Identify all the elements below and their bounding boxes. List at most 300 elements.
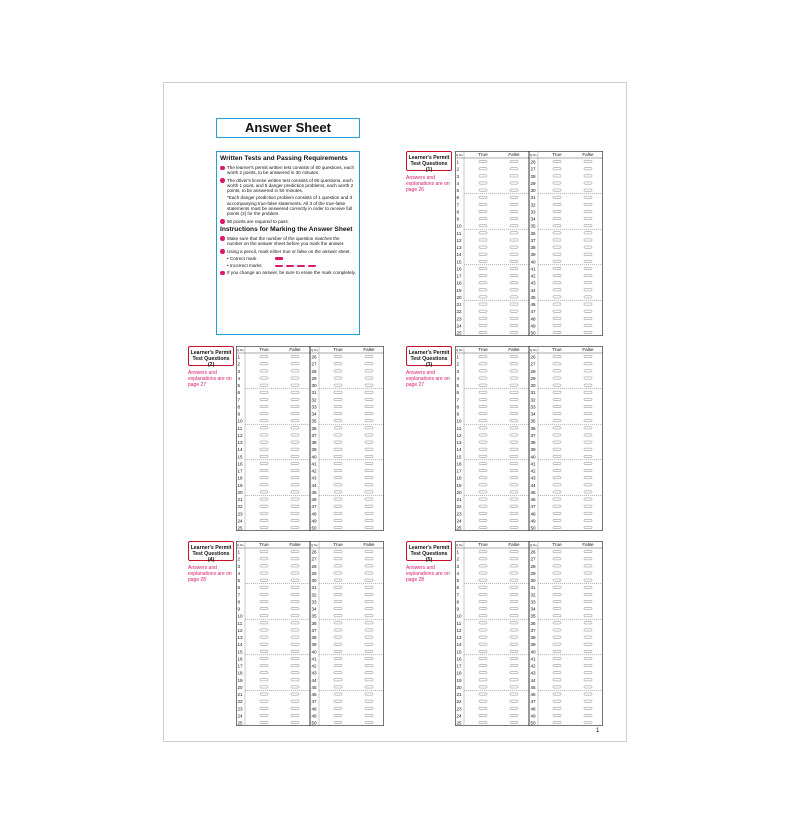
- true-bubble[interactable]: [260, 693, 268, 695]
- true-bubble[interactable]: [553, 643, 561, 645]
- true-bubble[interactable]: [479, 434, 487, 436]
- false-bubble[interactable]: [365, 664, 373, 666]
- false-bubble[interactable]: [291, 664, 299, 666]
- true-bubble[interactable]: [553, 225, 561, 227]
- true-bubble[interactable]: [334, 615, 342, 617]
- false-bubble[interactable]: [291, 721, 299, 723]
- true-bubble[interactable]: [260, 650, 268, 652]
- false-bubble[interactable]: [291, 413, 299, 415]
- false-bubble[interactable]: [365, 657, 373, 659]
- true-bubble[interactable]: [479, 455, 487, 457]
- false-bubble[interactable]: [510, 498, 518, 500]
- false-bubble[interactable]: [291, 441, 299, 443]
- true-bubble[interactable]: [553, 189, 561, 191]
- false-bubble[interactable]: [584, 239, 592, 241]
- false-bubble[interactable]: [291, 600, 299, 602]
- true-bubble[interactable]: [553, 572, 561, 574]
- true-bubble[interactable]: [479, 289, 487, 291]
- true-bubble[interactable]: [553, 600, 561, 602]
- true-bubble[interactable]: [260, 384, 268, 386]
- false-bubble[interactable]: [365, 505, 373, 507]
- true-bubble[interactable]: [334, 714, 342, 716]
- false-bubble[interactable]: [510, 657, 518, 659]
- false-bubble[interactable]: [510, 391, 518, 393]
- true-bubble[interactable]: [553, 565, 561, 567]
- true-bubble[interactable]: [479, 672, 487, 674]
- false-bubble[interactable]: [510, 615, 518, 617]
- true-bubble[interactable]: [260, 622, 268, 624]
- true-bubble[interactable]: [334, 700, 342, 702]
- false-bubble[interactable]: [291, 707, 299, 709]
- false-bubble[interactable]: [510, 505, 518, 507]
- false-bubble[interactable]: [510, 182, 518, 184]
- true-bubble[interactable]: [260, 629, 268, 631]
- false-bubble[interactable]: [510, 356, 518, 358]
- true-bubble[interactable]: [260, 664, 268, 666]
- false-bubble[interactable]: [365, 586, 373, 588]
- false-bubble[interactable]: [584, 679, 592, 681]
- true-bubble[interactable]: [260, 679, 268, 681]
- false-bubble[interactable]: [291, 586, 299, 588]
- false-bubble[interactable]: [365, 721, 373, 723]
- true-bubble[interactable]: [553, 672, 561, 674]
- true-bubble[interactable]: [479, 484, 487, 486]
- false-bubble[interactable]: [291, 693, 299, 695]
- true-bubble[interactable]: [334, 484, 342, 486]
- true-bubble[interactable]: [334, 455, 342, 457]
- false-bubble[interactable]: [510, 420, 518, 422]
- true-bubble[interactable]: [260, 526, 268, 528]
- true-bubble[interactable]: [479, 182, 487, 184]
- true-bubble[interactable]: [334, 427, 342, 429]
- false-bubble[interactable]: [584, 363, 592, 365]
- true-bubble[interactable]: [553, 260, 561, 262]
- false-bubble[interactable]: [584, 289, 592, 291]
- true-bubble[interactable]: [334, 636, 342, 638]
- false-bubble[interactable]: [510, 686, 518, 688]
- true-bubble[interactable]: [260, 636, 268, 638]
- true-bubble[interactable]: [479, 615, 487, 617]
- true-bubble[interactable]: [260, 420, 268, 422]
- true-bubble[interactable]: [260, 700, 268, 702]
- true-bubble[interactable]: [553, 469, 561, 471]
- false-bubble[interactable]: [291, 420, 299, 422]
- false-bubble[interactable]: [510, 274, 518, 276]
- false-bubble[interactable]: [584, 377, 592, 379]
- false-bubble[interactable]: [510, 664, 518, 666]
- false-bubble[interactable]: [510, 455, 518, 457]
- false-bubble[interactable]: [510, 289, 518, 291]
- true-bubble[interactable]: [479, 239, 487, 241]
- true-bubble[interactable]: [479, 225, 487, 227]
- false-bubble[interactable]: [510, 189, 518, 191]
- false-bubble[interactable]: [584, 413, 592, 415]
- true-bubble[interactable]: [553, 448, 561, 450]
- false-bubble[interactable]: [584, 608, 592, 610]
- false-bubble[interactable]: [510, 239, 518, 241]
- false-bubble[interactable]: [510, 565, 518, 567]
- false-bubble[interactable]: [584, 558, 592, 560]
- false-bubble[interactable]: [584, 579, 592, 581]
- true-bubble[interactable]: [553, 441, 561, 443]
- false-bubble[interactable]: [510, 714, 518, 716]
- true-bubble[interactable]: [553, 512, 561, 514]
- false-bubble[interactable]: [291, 519, 299, 521]
- true-bubble[interactable]: [479, 260, 487, 262]
- false-bubble[interactable]: [584, 491, 592, 493]
- false-bubble[interactable]: [510, 303, 518, 305]
- true-bubble[interactable]: [553, 377, 561, 379]
- false-bubble[interactable]: [510, 405, 518, 407]
- true-bubble[interactable]: [479, 462, 487, 464]
- false-bubble[interactable]: [510, 232, 518, 234]
- true-bubble[interactable]: [479, 707, 487, 709]
- false-bubble[interactable]: [365, 593, 373, 595]
- true-bubble[interactable]: [334, 405, 342, 407]
- false-bubble[interactable]: [365, 615, 373, 617]
- true-bubble[interactable]: [553, 413, 561, 415]
- false-bubble[interactable]: [584, 175, 592, 177]
- true-bubble[interactable]: [479, 189, 487, 191]
- false-bubble[interactable]: [510, 317, 518, 319]
- true-bubble[interactable]: [553, 593, 561, 595]
- false-bubble[interactable]: [291, 370, 299, 372]
- true-bubble[interactable]: [260, 600, 268, 602]
- true-bubble[interactable]: [334, 526, 342, 528]
- true-bubble[interactable]: [479, 491, 487, 493]
- false-bubble[interactable]: [584, 636, 592, 638]
- false-bubble[interactable]: [584, 448, 592, 450]
- true-bubble[interactable]: [334, 686, 342, 688]
- true-bubble[interactable]: [553, 650, 561, 652]
- true-bubble[interactable]: [553, 505, 561, 507]
- true-bubble[interactable]: [479, 686, 487, 688]
- false-bubble[interactable]: [584, 551, 592, 553]
- false-bubble[interactable]: [365, 636, 373, 638]
- false-bubble[interactable]: [291, 498, 299, 500]
- false-bubble[interactable]: [365, 420, 373, 422]
- true-bubble[interactable]: [334, 579, 342, 581]
- false-bubble[interactable]: [510, 282, 518, 284]
- false-bubble[interactable]: [510, 363, 518, 365]
- true-bubble[interactable]: [479, 498, 487, 500]
- false-bubble[interactable]: [584, 505, 592, 507]
- true-bubble[interactable]: [260, 505, 268, 507]
- true-bubble[interactable]: [260, 377, 268, 379]
- false-bubble[interactable]: [584, 693, 592, 695]
- false-bubble[interactable]: [510, 693, 518, 695]
- false-bubble[interactable]: [365, 491, 373, 493]
- false-bubble[interactable]: [510, 203, 518, 205]
- true-bubble[interactable]: [479, 413, 487, 415]
- false-bubble[interactable]: [584, 398, 592, 400]
- false-bubble[interactable]: [291, 405, 299, 407]
- true-bubble[interactable]: [479, 356, 487, 358]
- false-bubble[interactable]: [365, 391, 373, 393]
- true-bubble[interactable]: [553, 608, 561, 610]
- false-bubble[interactable]: [584, 420, 592, 422]
- false-bubble[interactable]: [365, 707, 373, 709]
- false-bubble[interactable]: [365, 469, 373, 471]
- false-bubble[interactable]: [291, 398, 299, 400]
- false-bubble[interactable]: [510, 377, 518, 379]
- true-bubble[interactable]: [553, 693, 561, 695]
- true-bubble[interactable]: [479, 310, 487, 312]
- true-bubble[interactable]: [334, 391, 342, 393]
- true-bubble[interactable]: [334, 370, 342, 372]
- true-bubble[interactable]: [260, 469, 268, 471]
- false-bubble[interactable]: [510, 643, 518, 645]
- true-bubble[interactable]: [479, 331, 487, 333]
- true-bubble[interactable]: [260, 391, 268, 393]
- true-bubble[interactable]: [334, 356, 342, 358]
- false-bubble[interactable]: [510, 707, 518, 709]
- false-bubble[interactable]: [510, 168, 518, 170]
- true-bubble[interactable]: [553, 175, 561, 177]
- false-bubble[interactable]: [584, 296, 592, 298]
- false-bubble[interactable]: [365, 622, 373, 624]
- false-bubble[interactable]: [584, 512, 592, 514]
- false-bubble[interactable]: [291, 469, 299, 471]
- answer-grid-4[interactable]: [236, 541, 384, 726]
- false-bubble[interactable]: [584, 572, 592, 574]
- true-bubble[interactable]: [334, 398, 342, 400]
- false-bubble[interactable]: [510, 427, 518, 429]
- false-bubble[interactable]: [291, 526, 299, 528]
- true-bubble[interactable]: [260, 721, 268, 723]
- true-bubble[interactable]: [334, 693, 342, 695]
- false-bubble[interactable]: [584, 519, 592, 521]
- false-bubble[interactable]: [365, 434, 373, 436]
- false-bubble[interactable]: [291, 672, 299, 674]
- false-bubble[interactable]: [584, 664, 592, 666]
- false-bubble[interactable]: [510, 398, 518, 400]
- false-bubble[interactable]: [510, 519, 518, 521]
- true-bubble[interactable]: [334, 679, 342, 681]
- true-bubble[interactable]: [260, 363, 268, 365]
- false-bubble[interactable]: [584, 168, 592, 170]
- answer-grid-3[interactable]: [455, 346, 603, 531]
- true-bubble[interactable]: [260, 707, 268, 709]
- true-bubble[interactable]: [479, 714, 487, 716]
- false-bubble[interactable]: [584, 303, 592, 305]
- true-bubble[interactable]: [479, 721, 487, 723]
- true-bubble[interactable]: [479, 420, 487, 422]
- true-bubble[interactable]: [553, 427, 561, 429]
- true-bubble[interactable]: [553, 246, 561, 248]
- true-bubble[interactable]: [334, 462, 342, 464]
- true-bubble[interactable]: [334, 572, 342, 574]
- false-bubble[interactable]: [584, 210, 592, 212]
- false-bubble[interactable]: [365, 384, 373, 386]
- true-bubble[interactable]: [553, 331, 561, 333]
- true-bubble[interactable]: [260, 484, 268, 486]
- false-bubble[interactable]: [584, 253, 592, 255]
- false-bubble[interactable]: [584, 317, 592, 319]
- false-bubble[interactable]: [365, 477, 373, 479]
- true-bubble[interactable]: [553, 579, 561, 581]
- true-bubble[interactable]: [260, 441, 268, 443]
- false-bubble[interactable]: [291, 384, 299, 386]
- true-bubble[interactable]: [334, 672, 342, 674]
- true-bubble[interactable]: [479, 650, 487, 652]
- true-bubble[interactable]: [553, 232, 561, 234]
- true-bubble[interactable]: [553, 303, 561, 305]
- true-bubble[interactable]: [479, 267, 487, 269]
- true-bubble[interactable]: [260, 714, 268, 716]
- false-bubble[interactable]: [584, 232, 592, 234]
- true-bubble[interactable]: [553, 182, 561, 184]
- true-bubble[interactable]: [479, 303, 487, 305]
- true-bubble[interactable]: [553, 391, 561, 393]
- false-bubble[interactable]: [510, 324, 518, 326]
- false-bubble[interactable]: [584, 526, 592, 528]
- false-bubble[interactable]: [291, 391, 299, 393]
- true-bubble[interactable]: [553, 196, 561, 198]
- false-bubble[interactable]: [584, 721, 592, 723]
- false-bubble[interactable]: [584, 622, 592, 624]
- false-bubble[interactable]: [510, 608, 518, 610]
- false-bubble[interactable]: [584, 189, 592, 191]
- false-bubble[interactable]: [584, 391, 592, 393]
- true-bubble[interactable]: [553, 363, 561, 365]
- true-bubble[interactable]: [479, 384, 487, 386]
- true-bubble[interactable]: [334, 363, 342, 365]
- false-bubble[interactable]: [510, 441, 518, 443]
- true-bubble[interactable]: [479, 512, 487, 514]
- false-bubble[interactable]: [291, 377, 299, 379]
- true-bubble[interactable]: [260, 455, 268, 457]
- false-bubble[interactable]: [365, 643, 373, 645]
- false-bubble[interactable]: [510, 572, 518, 574]
- true-bubble[interactable]: [334, 629, 342, 631]
- false-bubble[interactable]: [510, 679, 518, 681]
- true-bubble[interactable]: [334, 420, 342, 422]
- true-bubble[interactable]: [479, 679, 487, 681]
- false-bubble[interactable]: [365, 363, 373, 365]
- false-bubble[interactable]: [365, 672, 373, 674]
- true-bubble[interactable]: [553, 551, 561, 553]
- true-bubble[interactable]: [334, 600, 342, 602]
- false-bubble[interactable]: [510, 551, 518, 553]
- true-bubble[interactable]: [479, 505, 487, 507]
- false-bubble[interactable]: [584, 260, 592, 262]
- false-bubble[interactable]: [584, 650, 592, 652]
- false-bubble[interactable]: [291, 434, 299, 436]
- true-bubble[interactable]: [479, 477, 487, 479]
- true-bubble[interactable]: [553, 491, 561, 493]
- true-bubble[interactable]: [479, 203, 487, 205]
- true-bubble[interactable]: [479, 296, 487, 298]
- true-bubble[interactable]: [479, 218, 487, 220]
- false-bubble[interactable]: [584, 356, 592, 358]
- true-bubble[interactable]: [553, 707, 561, 709]
- false-bubble[interactable]: [584, 246, 592, 248]
- true-bubble[interactable]: [553, 586, 561, 588]
- true-bubble[interactable]: [553, 420, 561, 422]
- false-bubble[interactable]: [291, 608, 299, 610]
- false-bubble[interactable]: [291, 462, 299, 464]
- true-bubble[interactable]: [479, 579, 487, 581]
- true-bubble[interactable]: [553, 477, 561, 479]
- true-bubble[interactable]: [479, 643, 487, 645]
- false-bubble[interactable]: [365, 498, 373, 500]
- true-bubble[interactable]: [479, 636, 487, 638]
- true-bubble[interactable]: [553, 526, 561, 528]
- true-bubble[interactable]: [553, 615, 561, 617]
- false-bubble[interactable]: [365, 572, 373, 574]
- false-bubble[interactable]: [584, 282, 592, 284]
- true-bubble[interactable]: [479, 629, 487, 631]
- true-bubble[interactable]: [479, 664, 487, 666]
- true-bubble[interactable]: [479, 441, 487, 443]
- false-bubble[interactable]: [584, 218, 592, 220]
- true-bubble[interactable]: [479, 363, 487, 365]
- false-bubble[interactable]: [584, 455, 592, 457]
- false-bubble[interactable]: [584, 434, 592, 436]
- true-bubble[interactable]: [260, 593, 268, 595]
- true-bubble[interactable]: [479, 161, 487, 163]
- true-bubble[interactable]: [260, 491, 268, 493]
- false-bubble[interactable]: [365, 686, 373, 688]
- false-bubble[interactable]: [291, 700, 299, 702]
- false-bubble[interactable]: [365, 565, 373, 567]
- true-bubble[interactable]: [260, 608, 268, 610]
- false-bubble[interactable]: [291, 650, 299, 652]
- true-bubble[interactable]: [260, 643, 268, 645]
- false-bubble[interactable]: [510, 579, 518, 581]
- false-bubble[interactable]: [584, 686, 592, 688]
- true-bubble[interactable]: [479, 168, 487, 170]
- false-bubble[interactable]: [365, 519, 373, 521]
- true-bubble[interactable]: [553, 310, 561, 312]
- false-bubble[interactable]: [291, 551, 299, 553]
- true-bubble[interactable]: [334, 643, 342, 645]
- false-bubble[interactable]: [510, 650, 518, 652]
- false-bubble[interactable]: [365, 526, 373, 528]
- true-bubble[interactable]: [553, 267, 561, 269]
- false-bubble[interactable]: [365, 600, 373, 602]
- false-bubble[interactable]: [510, 477, 518, 479]
- false-bubble[interactable]: [365, 441, 373, 443]
- true-bubble[interactable]: [553, 455, 561, 457]
- true-bubble[interactable]: [553, 679, 561, 681]
- true-bubble[interactable]: [553, 384, 561, 386]
- false-bubble[interactable]: [584, 462, 592, 464]
- false-bubble[interactable]: [510, 260, 518, 262]
- false-bubble[interactable]: [510, 331, 518, 333]
- false-bubble[interactable]: [291, 679, 299, 681]
- true-bubble[interactable]: [334, 512, 342, 514]
- true-bubble[interactable]: [553, 253, 561, 255]
- false-bubble[interactable]: [291, 643, 299, 645]
- true-bubble[interactable]: [260, 551, 268, 553]
- true-bubble[interactable]: [260, 427, 268, 429]
- false-bubble[interactable]: [365, 679, 373, 681]
- false-bubble[interactable]: [510, 672, 518, 674]
- true-bubble[interactable]: [334, 657, 342, 659]
- true-bubble[interactable]: [553, 622, 561, 624]
- false-bubble[interactable]: [365, 650, 373, 652]
- true-bubble[interactable]: [479, 600, 487, 602]
- true-bubble[interactable]: [479, 405, 487, 407]
- false-bubble[interactable]: [584, 182, 592, 184]
- true-bubble[interactable]: [260, 565, 268, 567]
- true-bubble[interactable]: [553, 636, 561, 638]
- true-bubble[interactable]: [334, 441, 342, 443]
- true-bubble[interactable]: [334, 721, 342, 723]
- false-bubble[interactable]: [510, 413, 518, 415]
